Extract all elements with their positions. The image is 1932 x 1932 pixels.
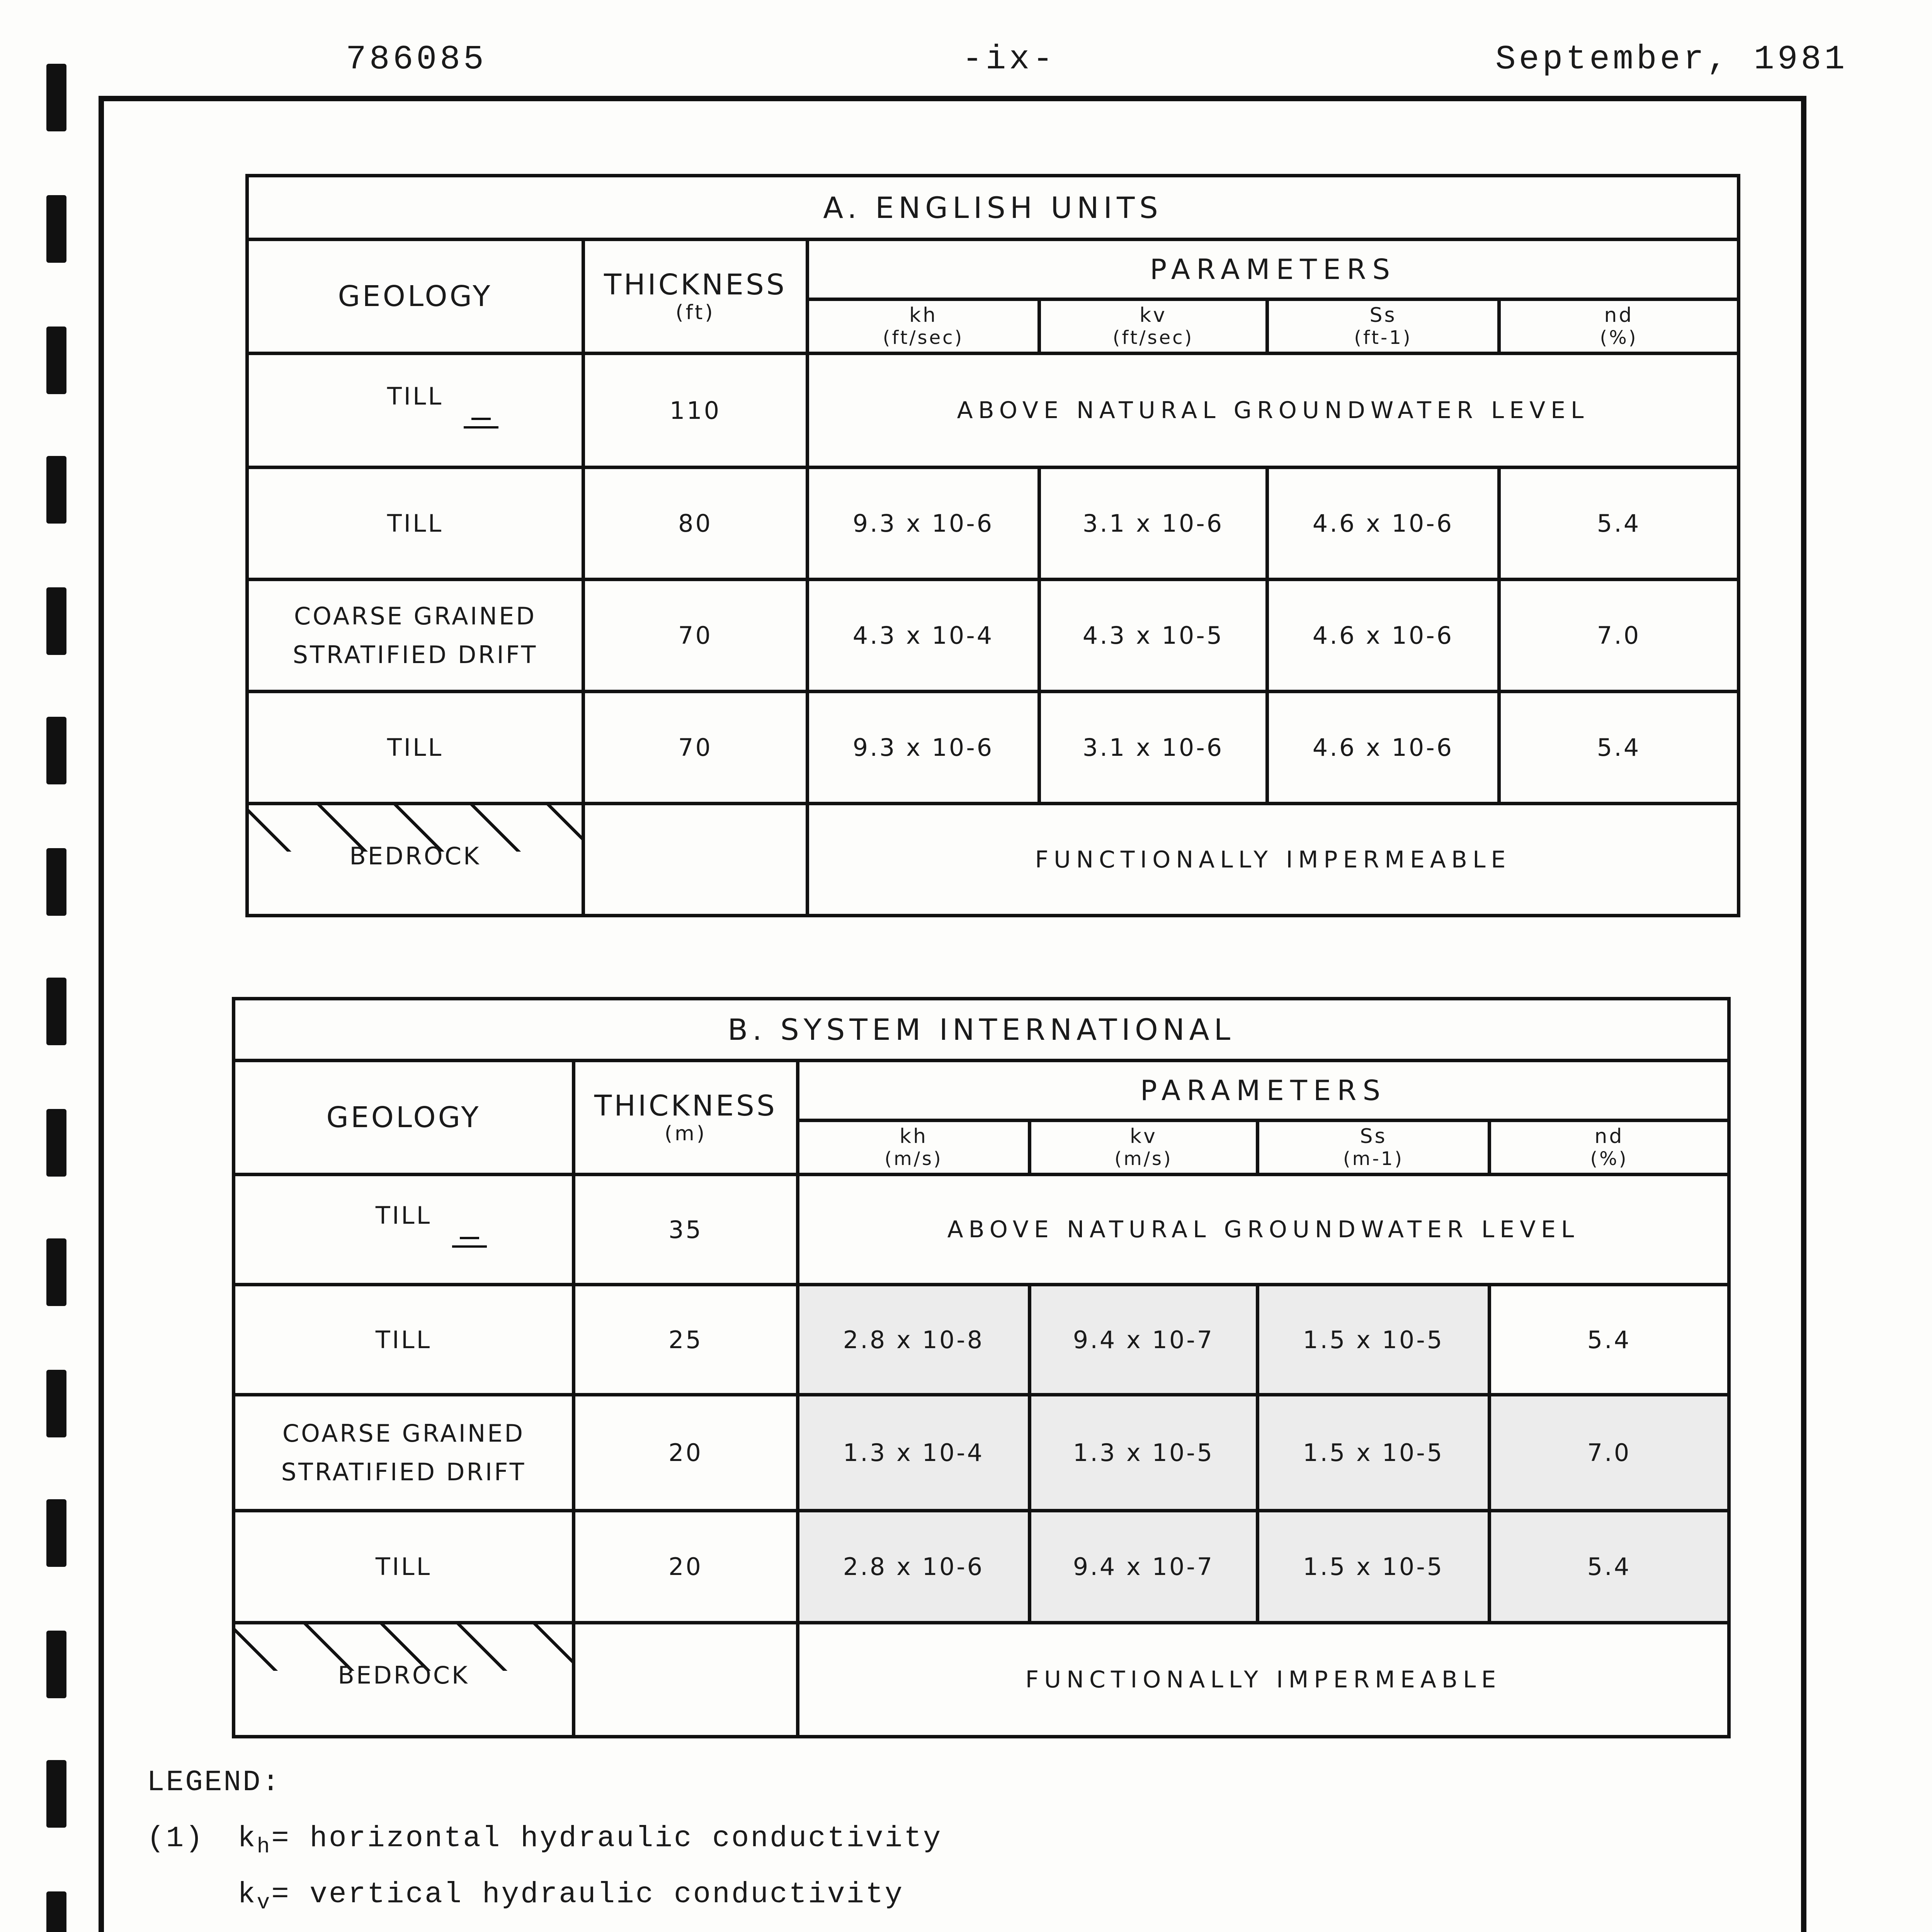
ss-value: 1.5 x 10-5 <box>1258 1285 1490 1395</box>
kh-value: 2.8 x 10-6 <box>798 1511 1030 1623</box>
table-title: B. SYSTEM INTERNATIONAL <box>234 999 1729 1061</box>
kv-value: 9.4 x 10-7 <box>1030 1511 1258 1623</box>
impermeable-cell: FUNCTIONALLY IMPERMEABLE <box>798 1623 1729 1737</box>
thickness-cell: 70 <box>583 692 808 804</box>
nd-value: 5.4 <box>1490 1285 1729 1395</box>
geology-cell: TILL <box>247 468 583 580</box>
param-kh-header: kh (ft/sec) <box>808 299 1039 354</box>
thickness-unit: (m) <box>664 1122 707 1146</box>
header-page-number: -ix- <box>962 41 1056 79</box>
parameters-header: PARAMETERS <box>808 240 1739 299</box>
header-date: September, 1981 <box>1495 41 1848 79</box>
param-kv-header: kv (m/s) <box>1030 1121 1258 1175</box>
thickness-cell: 110 <box>583 354 808 468</box>
ss-value: 4.6 x 10-6 <box>1267 580 1499 692</box>
binder-hole <box>46 195 66 263</box>
binder-hole <box>46 587 66 655</box>
binder-hole <box>46 1631 66 1698</box>
kv-value: 1.3 x 10-5 <box>1030 1395 1258 1511</box>
binder-hole <box>46 1891 66 1932</box>
si-units-table <box>232 997 1731 1738</box>
kv-value: 4.3 x 10-5 <box>1039 580 1267 692</box>
binder-hole <box>46 327 66 394</box>
kh-value: 9.3 x 10-6 <box>808 692 1039 804</box>
parameters-header: PARAMETERS <box>798 1061 1729 1121</box>
thickness-unit: (ft) <box>675 301 715 325</box>
kh-value: 9.3 x 10-6 <box>808 468 1039 580</box>
kv-value: 3.1 x 10-6 <box>1039 468 1267 580</box>
thickness-header: THICKNESS (m) <box>574 1061 798 1175</box>
param-kv-header: kv (ft/sec) <box>1039 299 1267 354</box>
thickness-cell: 20 <box>574 1511 798 1623</box>
param-kh-header: kh (m/s) <box>798 1121 1030 1175</box>
ss-value: 4.6 x 10-6 <box>1267 692 1499 804</box>
legend-title: LEGEND: <box>147 1766 281 1799</box>
english-units-table <box>245 174 1740 917</box>
kh-value: 2.8 x 10-8 <box>798 1285 1030 1395</box>
param-nd-header: nd (%) <box>1490 1121 1729 1175</box>
geology-cell: TILL <box>234 1511 574 1623</box>
legend-kh: $k_h=$ horizontal hydraulic conductivity <box>238 1822 942 1859</box>
param-ss-header: Ss (m-1) <box>1258 1121 1490 1175</box>
geology-cell: TILL <box>247 354 583 468</box>
kh-value: 1.3 x 10-4 <box>798 1395 1030 1511</box>
water-table-icon <box>464 415 498 438</box>
thickness-cell: 25 <box>574 1285 798 1395</box>
header-job-number: 786085 <box>346 41 487 79</box>
nd-value: 5.4 <box>1490 1511 1729 1623</box>
kv-value: 9.4 x 10-7 <box>1030 1285 1258 1395</box>
ss-value: 1.5 x 10-5 <box>1258 1395 1490 1511</box>
nd-value: 5.4 <box>1499 468 1739 580</box>
binder-hole <box>46 1370 66 1437</box>
ss-value: 1.5 x 10-5 <box>1258 1511 1490 1623</box>
kh-value: 4.3 x 10-4 <box>808 580 1039 692</box>
geology-cell: TILL <box>247 692 583 804</box>
kv-value: 3.1 x 10-6 <box>1039 692 1267 804</box>
thickness-cell <box>574 1623 798 1737</box>
nd-value: 5.4 <box>1499 692 1739 804</box>
thickness-header: THICKNESS (ft) <box>583 240 808 354</box>
nd-value: 7.0 <box>1499 580 1739 692</box>
geology-cell: TILL <box>234 1285 574 1395</box>
geology-cell: TILL <box>234 1175 574 1285</box>
thickness-cell <box>583 804 808 916</box>
bedrock-cell: BEDROCK <box>247 804 583 916</box>
param-nd-header: nd (%) <box>1499 299 1739 354</box>
water-table-icon <box>452 1234 487 1257</box>
table-title: A. ENGLISH UNITS <box>247 176 1739 240</box>
bedrock-cell: BEDROCK <box>234 1623 574 1737</box>
param-ss-header: Ss (ft-1) <box>1267 299 1499 354</box>
above-groundwater-cell: ABOVE NATURAL GROUNDWATER LEVEL <box>808 354 1739 468</box>
binder-hole <box>46 1238 66 1306</box>
thickness-cell: 20 <box>574 1395 798 1511</box>
binder-hole <box>46 717 66 784</box>
binder-hole <box>46 1760 66 1828</box>
binder-hole <box>46 978 66 1045</box>
above-groundwater-cell: ABOVE NATURAL GROUNDWATER LEVEL <box>798 1175 1729 1285</box>
binder-hole <box>46 64 66 131</box>
binder-hole <box>46 1109 66 1177</box>
legend-item-number: (1) <box>147 1822 204 1855</box>
geology-cell: COARSE GRAINED STRATIFIED DRIFT <box>247 580 583 692</box>
thickness-cell: 80 <box>583 468 808 580</box>
legend-kv: $k_v=$ vertical hydraulic conductivity <box>238 1878 904 1915</box>
impermeable-cell: FUNCTIONALLY IMPERMEABLE <box>808 804 1739 916</box>
geology-header: GEOLOGY <box>234 1061 574 1175</box>
thickness-cell: 35 <box>574 1175 798 1285</box>
ss-value: 4.6 x 10-6 <box>1267 468 1499 580</box>
binder-hole <box>46 456 66 524</box>
geology-cell: COARSE GRAINED STRATIFIED DRIFT <box>234 1395 574 1511</box>
nd-value: 7.0 <box>1490 1395 1729 1511</box>
thickness-cell: 70 <box>583 580 808 692</box>
binder-hole <box>46 1499 66 1567</box>
geology-header: GEOLOGY <box>247 240 583 354</box>
binder-hole <box>46 848 66 916</box>
